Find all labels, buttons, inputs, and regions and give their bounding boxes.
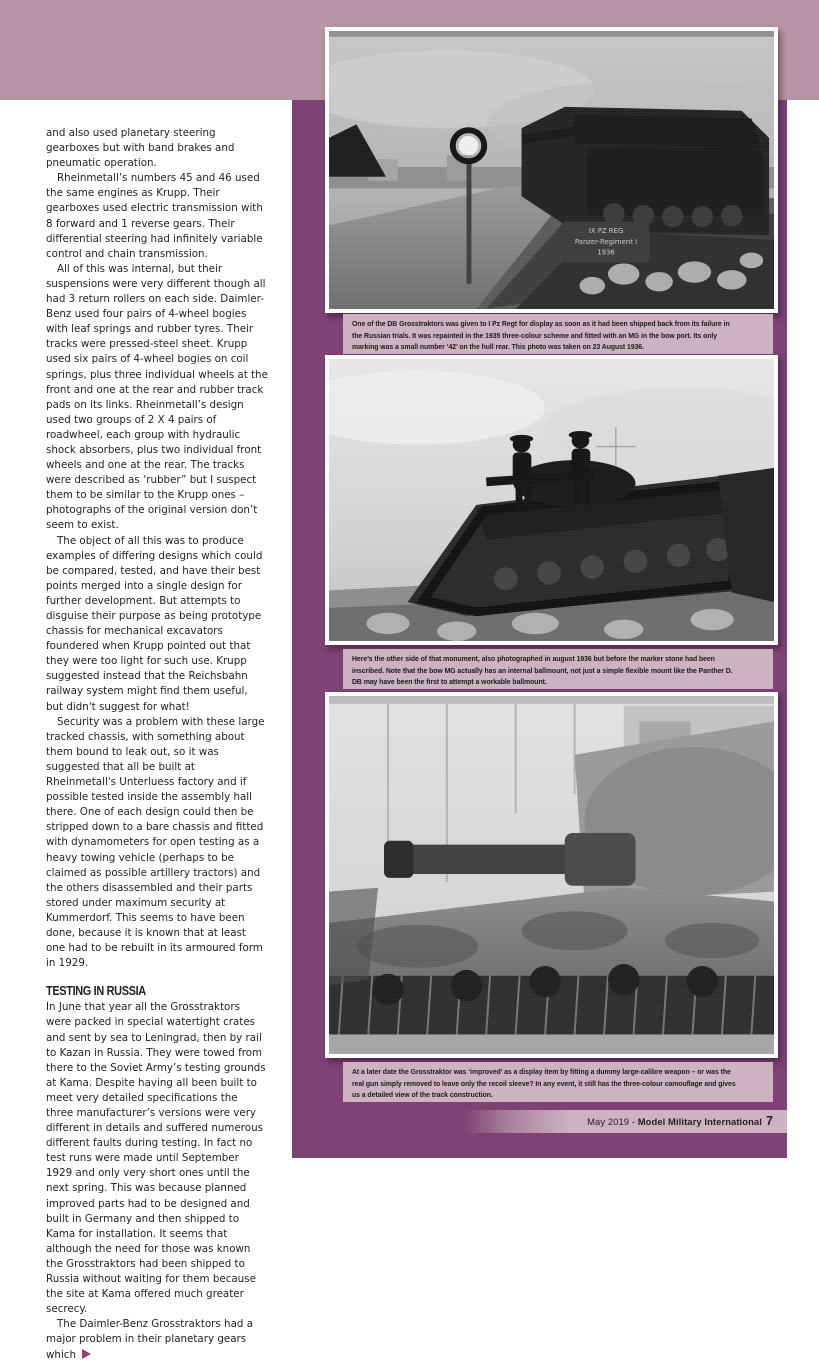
photo-caption-3-text: At a later date the Grosstraktor was ‘improved’ as a display item by fitting a dummy large-calibre weapon – or was the real gun simply removed to leave only the recoil sleeve? In any event, it still has the three-colour camouflage and gives us a detailed view of the track construction. [352,1067,736,1100]
photo-artwork-1 [329,31,774,309]
article-paragraph: Rheinmetall’s numbers 45 and 46 used the same engines as Krupp. Their gearboxes used electric transmission with 8 forward and 1 reverse gears. Their differential steering had infinitely variable control and chain transmission. [46,172,263,260]
photo-caption-2 [343,649,773,689]
photo-image [329,696,774,1054]
article-paragraph-final [46,1317,268,1362]
photo-caption-1 [343,314,773,354]
footer-date: May 2019 [587,1116,630,1127]
article-paragraph: Security was a problem with these large tracked chassis, with something about them bound to leak out, so it was suggested that all be built at Rheinmetall's Unterluess factory and if possible tested inside the assembly hall there. One of each design could then be stripped down to a bare chassis and fitted with dynamometers for open testing as a heavy towing vehicle (perhaps to be claimed as possible artillery tractors) and the others disassembled and their parts stored under maximum security at Kummerdorf. This seems to have been done, because it is known that at least one had to be rebuilt in its armoured form in 1929. [46,715,265,970]
photo-image [329,31,774,309]
photo-caption-2-text: Here’s the other side of that monument, also photographed in august 1936 but before the marker stone had been inscribed. Note that the bow MG actually has an internal ballmount, not just a simple flexible mount like the Panther D. DB may have been the first to attempt a workable ballmount. [352,654,733,687]
right-page-margin [787,100,819,1158]
footer-page-number: 7 [765,1114,773,1128]
article-paragraph: In June that year all the Grosstraktors were packed in special watertight crates and sent by sea to Leningrad, then by rail to Kazan in Russia. They were towed from there to the Soviet Army’s testing grounds at Kama. Despite having all been built to meet very detailed specifications the three manufacturer’s versions were very different in details and suffered numerous different faults during testing. In fact no test runs were made until September 1929 and only very short ones until the next spring. This was because planned improved parts had to be designed and built in Germany and then shipped to Kama for installation. It seems that although the need for those was known the Grosstraktors had been shipped to Russia without waiting for them because the site at Kama offered much greater secrecy. [46,1001,266,1316]
photo-grosstraktor-monument-soldiers [325,355,778,645]
footer-text [587,1114,773,1128]
article-paragraph-final-text: The Daimler-Benz Grosstraktors had a major problem in their planetary gears which [46,1318,253,1361]
article-paragraph: The object of all this was to produce examples of differing designs which could be compared, tested, and have their best points merged into a single design for further development. But attempts to disguise their purpose as being prototype chassis for mechanical excavators foundered when Krupp pointed out that they were too light for such use. Krupp suggested instead that the Reichsbahn railway system might find them useful, but didn't suggest for what! [46,534,263,713]
article-paragraph: and also used planetary steering gearboxes but with band brakes and pneumatic operation. [46,127,235,170]
photo-image [329,359,774,641]
footer-separator: - [629,1116,638,1127]
photo-artwork-3 [329,696,774,1054]
section-heading-testing-in-russia: TESTING IN RUSSIA [46,983,146,999]
photo-grosstraktor-monument-roadside [325,27,778,313]
photo-caption-1-text: One of the DB Grosstraktors was given to I Pz Regt for display as soon as it had been shipped back from its failure in the Russian trials. It was repainted in the 1935 three-colour scheme and fitted with an MG in the bow port. Its only marking was a small number ‘42’ on the hull rear. This photo was taken on 23 August 1936. [352,319,730,352]
svg-text:IX PZ REG: IX PZ REG [588,227,624,236]
footer-publication: Model Military International [637,1116,762,1127]
photo-grosstraktor-dummy-gun [325,692,778,1058]
photo-caption-3 [343,1062,773,1102]
svg-text:1936: 1936 [597,248,615,257]
article-paragraph: All of this was internal, but their suspensions were very different though all had 3 return rollers on each side. Daimler-Benz used four pairs of 4-wheel bogies with leaf springs and rubber tyres. Their tracks were pressed-steel sheet. Krupp used six pairs of 4-wheel bogies on coil springs, plus three individual wheels at the front and one at the rear and rubber track pads on its links. Rheinmetall’s design used two groups of 2 X 4 pairs of roadwheel, each group with hydraulic shock absorbers, plus two individual front wheels and one at the rear. The tracks were described as ‘rubber” but I suspect them to be similar to the Krupp ones – photographs of the original version don’t seem to exist. [46,262,268,532]
article-text-column [46,126,268,1363]
svg-text:Panzer-Regiment I: Panzer-Regiment I [574,237,638,246]
page-footer-bar [463,1110,787,1133]
continued-arrow-icon [82,1349,91,1359]
photo-artwork-2 [329,359,774,641]
